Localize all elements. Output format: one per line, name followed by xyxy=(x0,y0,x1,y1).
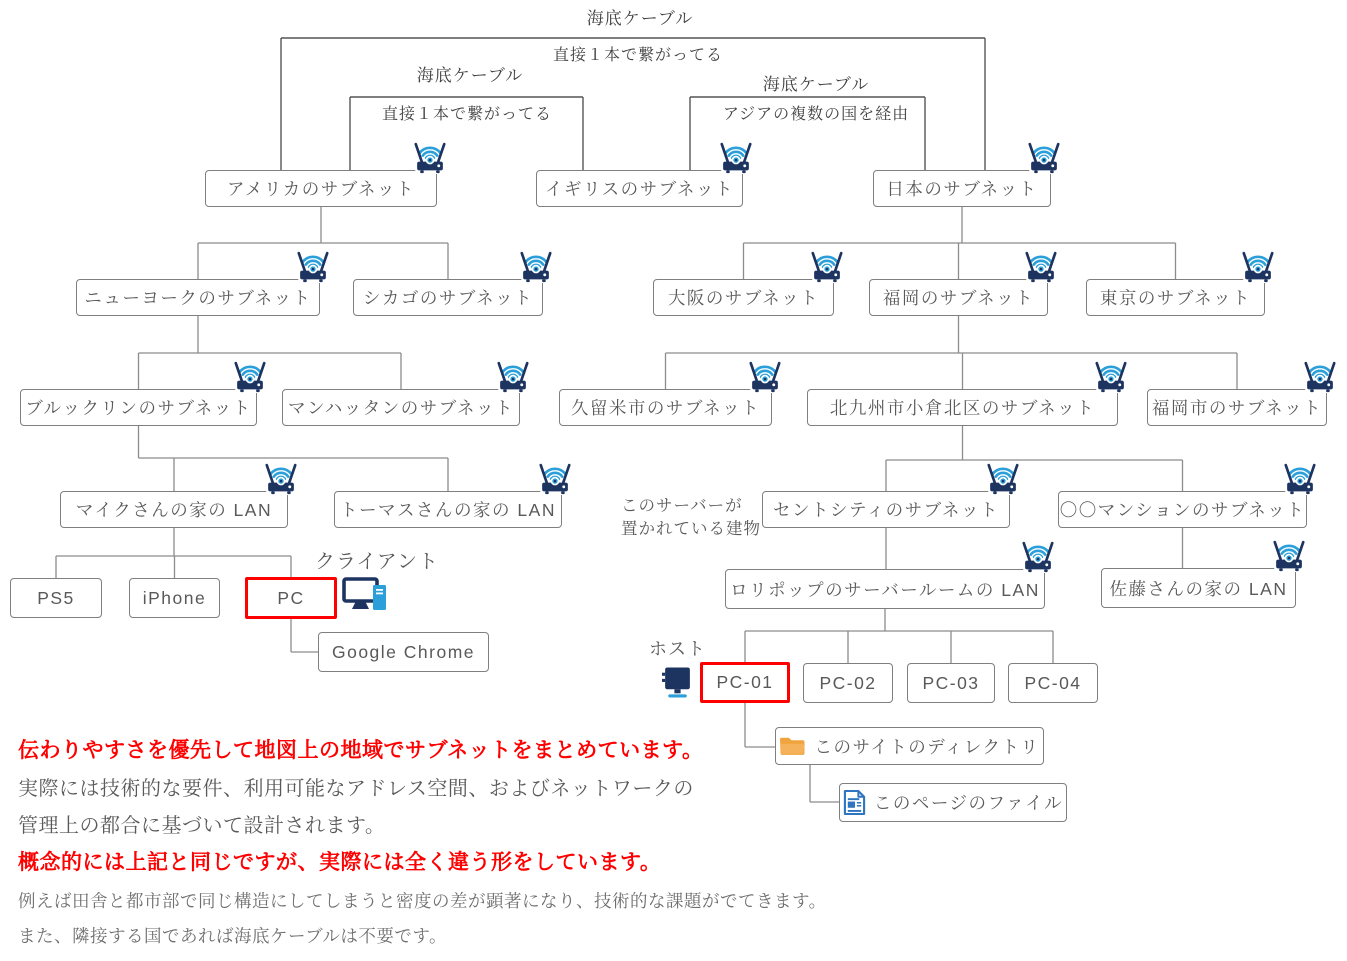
server-building-note-line1: このサーバーが xyxy=(621,497,743,515)
node-label: マイクさんの家の LAN xyxy=(75,500,273,520)
annotation-line: 概念的には上記と同じですが、実際には全く違う形をしています。 xyxy=(18,851,662,874)
node-label: 北九州市小倉北区のサブネット xyxy=(829,398,1096,418)
router-icon xyxy=(231,358,269,393)
node-label: ニューヨークのサブネット xyxy=(84,288,312,308)
node-label: 久留米市のサブネット xyxy=(570,398,761,418)
annotation-line: 伝わりやすさを優先して地図上の地域でサブネットをまとめています。 xyxy=(18,739,704,762)
node-label: ロリポップのサーバールームの LAN xyxy=(730,579,1040,600)
router-icon xyxy=(1019,538,1057,573)
router-icon xyxy=(984,460,1022,495)
node-label: マンハッタンのサブネット xyxy=(287,398,515,418)
node-fukuokashi xyxy=(1147,389,1327,426)
router-icon xyxy=(494,358,532,393)
server-building-note-line2: 置かれている建物 xyxy=(621,520,761,538)
node-pc04 xyxy=(1008,663,1098,703)
folder-icon xyxy=(779,735,806,757)
node-manhattan xyxy=(282,389,520,426)
node-label: このサイトのディレクトリ xyxy=(814,736,1040,757)
node-pc02 xyxy=(803,663,893,703)
node-sato xyxy=(1101,568,1296,608)
node-japan xyxy=(873,170,1051,207)
router-icon xyxy=(808,248,846,283)
node-iphone xyxy=(129,578,220,618)
router-icon xyxy=(294,248,332,283)
node-thomas xyxy=(334,491,562,528)
node-label: 福岡のサブネット xyxy=(882,288,1035,308)
client-devices-icon xyxy=(342,576,392,616)
node-label: 〇〇マンションのサブネット xyxy=(1059,500,1306,520)
client-label: クライアント xyxy=(315,551,439,573)
node-label: イギリスのサブネット xyxy=(545,179,734,199)
node-label: シカゴのサブネット xyxy=(362,288,534,308)
file-icon xyxy=(843,789,866,816)
router-icon xyxy=(1281,460,1319,495)
node-label: PC-04 xyxy=(1024,672,1082,693)
router-icon xyxy=(262,460,300,495)
router-icon xyxy=(717,139,755,174)
node-label: PC-02 xyxy=(819,672,877,693)
router-icon xyxy=(1022,248,1060,283)
node-chicago xyxy=(353,279,543,316)
node-label: トーマスさんの家の LAN xyxy=(340,500,556,520)
node-chrome xyxy=(318,632,489,672)
node-ny xyxy=(76,279,320,316)
node-label: PC-01 xyxy=(716,672,774,692)
annotation-line: 管理上の都合に基づいて設計されます。 xyxy=(18,815,386,837)
node-label: アメリカのサブネット xyxy=(226,179,416,199)
node-label: このページのファイル xyxy=(873,793,1064,813)
node-brooklyn xyxy=(20,389,257,426)
annotation-line: 例えば田舎と都市部で同じ構造にしてしまうと密度の差が顕著になり、技術的な課題がでてきます。 xyxy=(18,891,827,911)
node-label: PS5 xyxy=(37,587,75,608)
node-america xyxy=(205,170,437,207)
node-pc03 xyxy=(907,663,995,703)
node-label: PC xyxy=(277,587,305,608)
node-mike xyxy=(60,491,288,528)
node-fukuoka xyxy=(869,279,1048,316)
router-icon xyxy=(1025,139,1063,174)
node-tokyo xyxy=(1086,279,1265,316)
router-icon xyxy=(1270,537,1308,572)
router-icon xyxy=(536,460,574,495)
node-pc xyxy=(245,577,337,619)
node-label: 日本のサブネット xyxy=(886,179,1038,199)
cable-label-left: 海底ケーブル xyxy=(416,66,524,85)
node-label: PC-03 xyxy=(922,672,980,693)
router-icon xyxy=(746,358,784,393)
node-kitakyushu xyxy=(807,389,1118,426)
node-label: Google Chrome xyxy=(331,641,476,662)
annotation-line: 実際には技術的な要件、利用可能なアドレス空間、およびネットワークの xyxy=(18,778,694,800)
node-ps5 xyxy=(10,578,102,618)
node-sentcity xyxy=(762,491,1010,528)
node-label: 福岡市のサブネット xyxy=(1151,398,1323,418)
cable-sublabel-top: 直接１本で繋がってる xyxy=(552,47,724,64)
router-icon xyxy=(517,248,555,283)
node-mansion xyxy=(1058,491,1307,528)
router-icon xyxy=(1239,248,1277,283)
node-file xyxy=(839,783,1067,822)
router-icon xyxy=(411,139,449,174)
router-icon xyxy=(1301,358,1339,393)
node-label: 東京のサブネット xyxy=(1099,288,1252,308)
node-label: ブルックリンのサブネット xyxy=(25,398,252,418)
router-icon xyxy=(1092,358,1130,393)
node-lolipop xyxy=(725,569,1045,609)
cable-sublabel-right: アジアの複数の国を経由 xyxy=(722,106,910,123)
host-label: ホスト xyxy=(649,639,706,659)
node-label: セントシティのサブネット xyxy=(773,500,999,520)
cable-sublabel-left: 直接１本で繋がってる xyxy=(381,106,553,123)
node-label: 佐藤さんの家の LAN xyxy=(1109,578,1288,599)
host-computer-icon xyxy=(661,665,694,701)
node-directory xyxy=(775,727,1044,765)
annotation-line: また、隣接する国であれば海底ケーブルは不要です。 xyxy=(18,926,448,946)
node-label: 大阪のサブネット xyxy=(667,288,820,308)
node-label: iPhone xyxy=(142,587,207,608)
cable-label-right: 海底ケーブル xyxy=(762,75,870,94)
node-uk xyxy=(536,170,743,207)
node-kurume xyxy=(559,389,772,426)
node-osaka xyxy=(653,279,834,316)
node-pc01 xyxy=(700,662,790,703)
cable-label-top: 海底ケーブル xyxy=(586,9,694,28)
